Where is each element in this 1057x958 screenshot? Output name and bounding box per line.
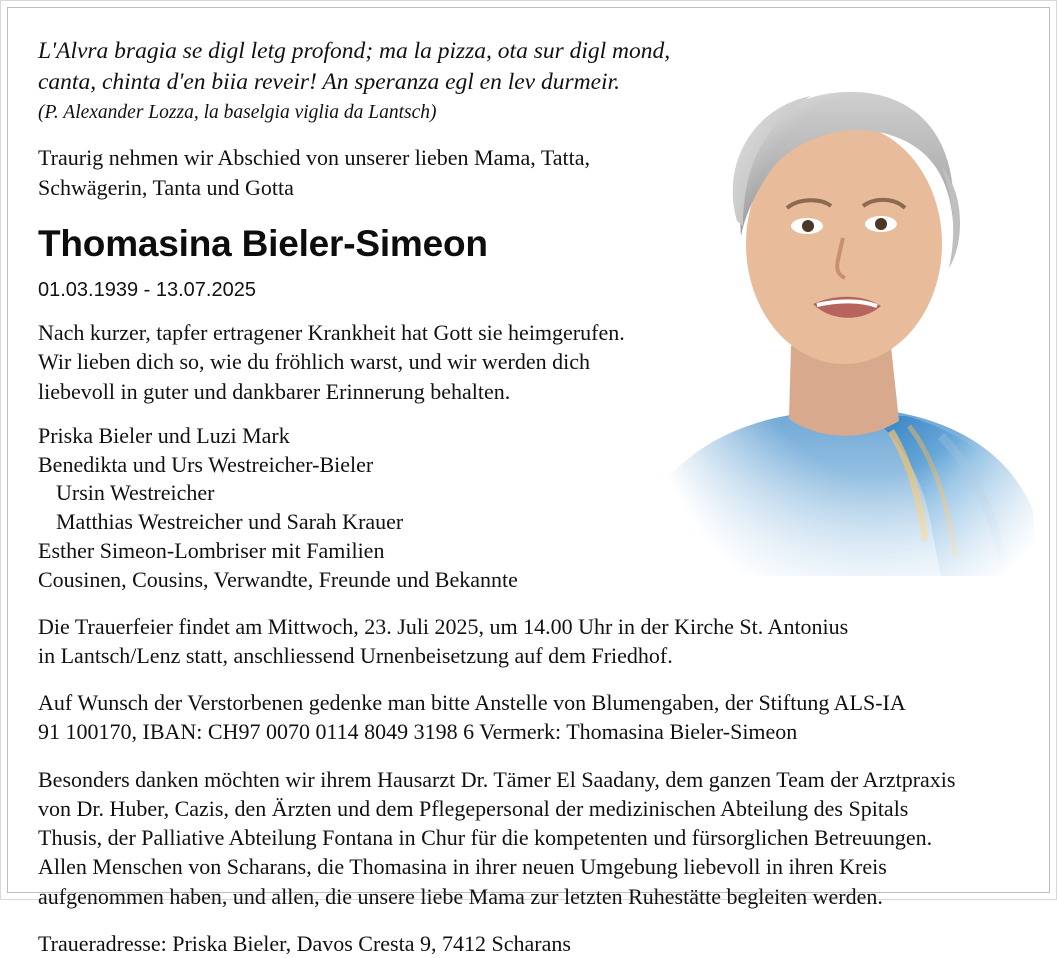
family-member: Benedikta und Urs Westreicher-Bieler (38, 451, 374, 477)
thanks-line: von Dr. Huber, Cazis, den Ärzten und dem Pflegepersonal der medizinischen Abteilung des Spitals (38, 795, 909, 821)
family-list (38, 422, 698, 595)
poem-quote (38, 36, 698, 98)
notice-border (7, 7, 1050, 956)
service-details (38, 612, 1019, 671)
family-member: Matthias Westreicher und Sarah Krauer (56, 509, 404, 535)
family-member: Esther Simeon-Lombriser mit Familien (38, 538, 385, 563)
family-member: Ursin Westreicher (56, 480, 215, 506)
life-dates: 01.03.1939 - 13.07.2025 (38, 279, 256, 301)
family-member: Cousinen, Cousins, Verwandte, Freunde und Bekannte (38, 566, 518, 592)
memorial-line: Nach kurzer, tapfer ertragener Krankheit hat Gott sie heimgerufen. (38, 320, 625, 345)
intro-line: Traurig nehmen wir Abschied von unserer lieben Mama, Tatta, (38, 145, 590, 171)
mourning-address: Traueradresse: Priska Bieler, Davos Cresta 9, 7412 Scharans (38, 930, 571, 956)
memorial-text (38, 318, 698, 406)
memorial-line: liebevoll in guter und dankbarer Erinnerung behalten. (38, 378, 511, 404)
poem-line: canta, chinta d'en biia reveir! An speranza egl en lev durmeir. (38, 69, 620, 96)
service-line: in Lantsch/Lenz statt, anschliessend Urnenbeisetzung auf dem Friedhof. (38, 642, 673, 668)
donation-line: Auf Wunsch der Verstorbenen gedenke man bitte Anstelle von Blumengaben, der Stiftung ALS-IA (38, 690, 906, 716)
poem-source: (P. Alexander Lozza, la baselgia viglia da Lantsch) (38, 102, 437, 124)
family-member: Priska Bieler und Luzi Mark (38, 422, 290, 448)
deceased-name: Thomasina Bieler-Simeon (38, 223, 488, 265)
memorial-line: Wir lieben dich so, wie du fröhlich warst, und wir werden dich (38, 349, 591, 375)
thanks-line: Besonders danken möchten wir ihrem Hausarzt Dr. Tämer El Saadany, dem ganzen Team der Arztpraxis (38, 766, 956, 792)
donation-details (38, 688, 1019, 747)
thanks-line: Thusis, der Palliative Abteilung Fontana in Chur für die kompetenten und fürsorglichen Betreuungen. (38, 825, 933, 851)
poem-line: L'Alvra bragia se digl letg profond; ma la pizza, ota sur digl mond, (38, 38, 671, 64)
service-line: Die Trauerfeier findet am Mittwoch, 23. Juli 2025, um 14.00 Uhr in der Kirche St. Antonius (38, 613, 849, 639)
thanks-line: Allen Menschen von Scharans, die Thomasina in ihrer neuen Umgebung liebevoll in ihren Kreis (38, 854, 887, 880)
thanks-text (38, 765, 1019, 911)
donation-line: 91 100170, IBAN: CH97 0070 0114 8049 3198 6 Vermerk: Thomasina Bieler-Simeon (38, 719, 798, 745)
intro-line: Schwägerin, Tanta und Gotta (38, 174, 294, 200)
intro-text (38, 143, 678, 202)
notice-content (8, 8, 1049, 958)
thanks-line: aufgenommen haben, und allen, die unsere liebe Mama zur letzten Ruhestätte begleiten werden. (38, 883, 883, 909)
